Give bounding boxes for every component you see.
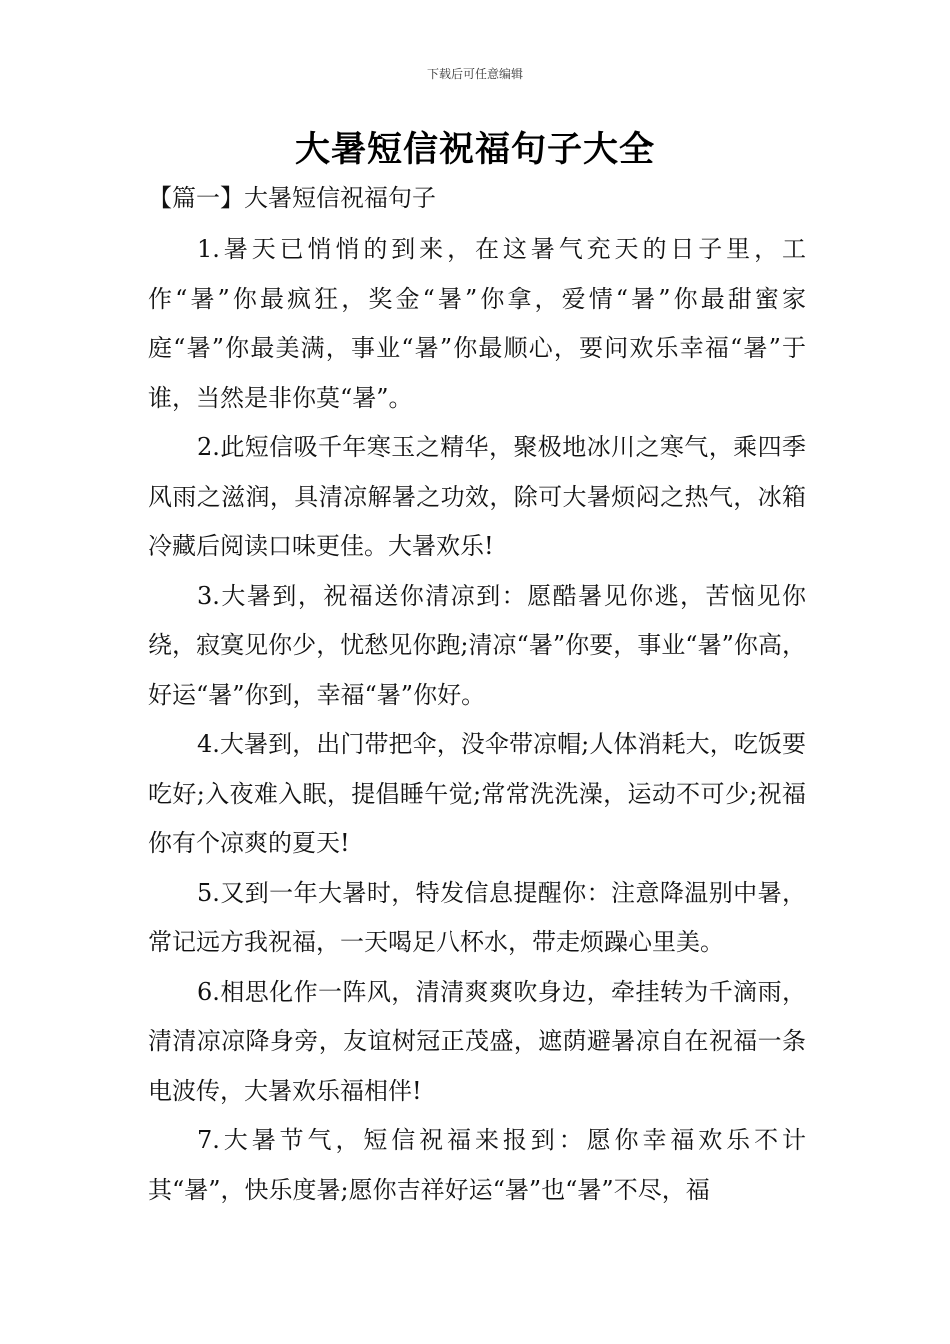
paragraph-7: 7.大暑节气，短信祝福来报到：愿你幸福欢乐不计其“暑”，快乐度暑;愿你吉祥好运“暑”也“暑”不尽，福 (148, 1126, 806, 1204)
document-body (148, 225, 806, 1215)
section-heading: 【篇一】大暑短信祝福句子 (148, 184, 436, 212)
paragraph-2: 2.此短信吸千年寒玉之精华，聚极地冰川之寒气，乘四季风雨之滋润，具清凉解暑之功效，除可大暑烦闷之热气，冰箱冷藏后阅读口味更佳。大暑欢乐! (148, 433, 806, 560)
paragraph-1: 1.暑天已悄悄的到来，在这暑气充天的日子里，工作“暑”你最疯狂，奖金“暑”你拿，爱情“暑”你最甜蜜家庭“暑”你最美满，事业“暑”你最顺心，要问欢乐幸福“暑”于谁，当然是非你莫“暑”。 (148, 235, 806, 412)
paragraph-3: 3.大暑到，祝福送你清凉到：愿酷暑见你逃，苦恼见你绕，寂寞见你少，忧愁见你跑;清凉“暑”你要，事业“暑”你高，好运“暑”你到，幸福“暑”你好。 (148, 581, 806, 709)
header-note: 下载后可任意编辑 (426, 67, 523, 81)
paragraph-5: 5.又到一年大暑时，特发信息提醒你：注意降温别中暑，常记远方我祝福，一天喝足八杯水，带走烦躁心里美。 (148, 878, 806, 956)
paragraph-4: 4.大暑到，出门带把伞，没伞带凉帽;人体消耗大，吃饭要吃好;入夜难入眠，提倡睡午觉;常常洗洗澡，运动不可少;祝福你有个凉爽的夏天! (148, 730, 806, 857)
paragraph-6: 6.相思化作一阵风，清清爽爽吹身边，牵挂转为千滴雨，清清凉凉降身旁，友谊树冠正茂盛，遮荫避暑凉自在祝福一条电波传，大暑欢乐福相伴! (148, 977, 806, 1105)
document-title: 大暑短信祝福句子大全 (294, 130, 655, 170)
